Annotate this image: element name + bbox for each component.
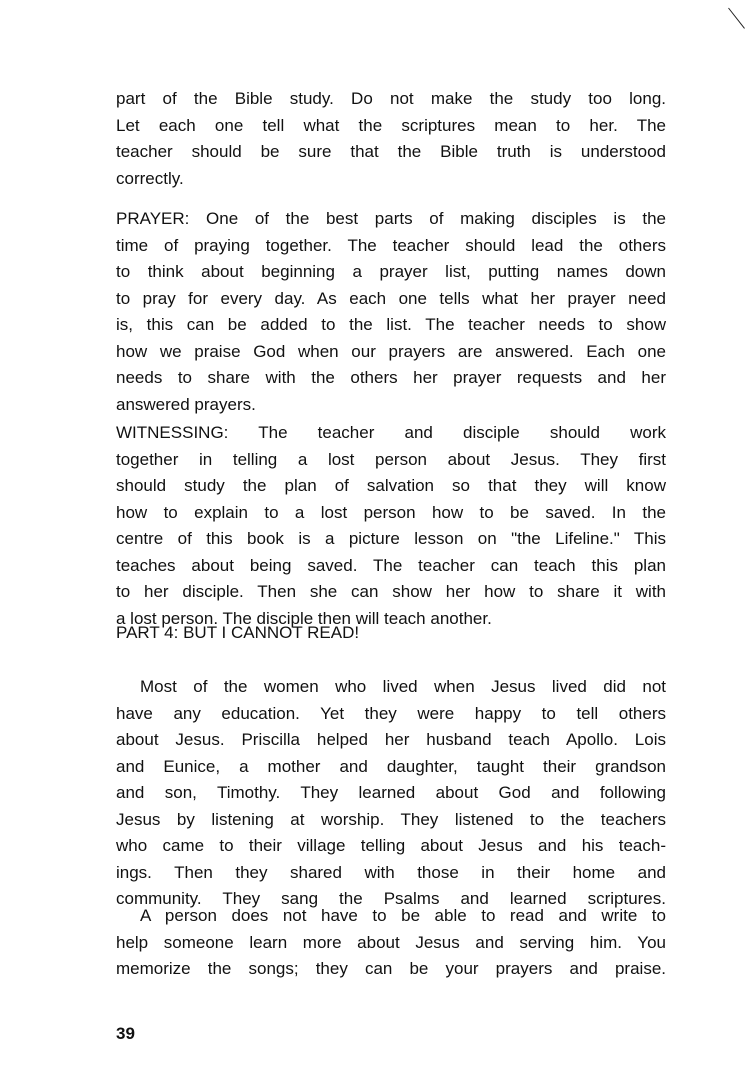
text-line: is, this can be added to the list. The teacher needs to show <box>116 315 666 334</box>
paragraph-witnessing <box>116 420 666 632</box>
text-line: needs to share with the others her prayer requests and her <box>116 368 666 387</box>
text-line: part of the Bible study. Do not make the study too long. <box>116 89 666 108</box>
paragraph-women <box>116 674 666 913</box>
text-line: WITNESSING: The teacher and disciple should work <box>116 423 666 442</box>
text-line: teaches about being saved. The teacher can teach this plan <box>116 555 666 575</box>
text-line: ings. Then they shared with those in their home and <box>116 862 666 882</box>
paragraph-prayer <box>116 206 666 418</box>
text-line: and son, Timothy. They learned about God and following <box>116 783 666 802</box>
text-line: together in telling a lost person about Jesus. They first <box>116 449 666 469</box>
paragraph-person <box>116 903 666 983</box>
text-line: community. They sang the Psalms and learned scriptures. <box>116 889 666 908</box>
text-line: teacher should be sure that the Bible truth is understood <box>116 142 666 161</box>
text-line: centre of this book is a picture lesson on "the Lifeline." This <box>116 529 666 548</box>
text-line: Most of the women who lived when Jesus lived did not <box>140 677 666 696</box>
text-line: who came to their village telling about Jesus and his teach- <box>116 836 666 855</box>
text-line: should study the plan of salvation so that they will know <box>116 476 666 495</box>
text-line: answered prayers. <box>116 394 256 414</box>
text-line: and Eunice, a mother and daughter, taught their grandson <box>116 756 666 776</box>
text-line: a lost person. The disciple then will teach another. <box>116 608 492 628</box>
text-line: help someone learn more about Jesus and serving him. You <box>116 932 666 952</box>
scan-mark <box>728 8 745 29</box>
text-line: how to explain to a lost person how to be saved. In the <box>116 502 666 522</box>
text-line: correctly. <box>116 168 184 188</box>
text-line: how we praise God when our prayers are answered. Each one <box>116 341 666 361</box>
text-line: Let each one tell what the scriptures mean to her. The <box>116 115 666 135</box>
section-heading: PART 4: BUT I CANNOT READ! <box>116 623 360 642</box>
paragraph-bible-study <box>116 86 666 192</box>
text-line: PRAYER: One of the best parts of making disciples is the <box>116 209 666 228</box>
text-line: to think about beginning a prayer list, putting names down <box>116 262 666 281</box>
text-line: memorize the songs; they can be your prayers and praise. <box>116 959 666 978</box>
text-line: to pray for every day. As each one tells what her prayer need <box>116 288 666 308</box>
text-line: about Jesus. Priscilla helped her husband teach Apollo. Lois <box>116 730 666 749</box>
text-line: have any education. Yet they were happy to tell others <box>116 703 666 723</box>
text-line: A person does not have to be able to read and write to <box>140 906 666 925</box>
text-line: Jesus by listening at worship. They listened to the teachers <box>116 809 666 829</box>
text-line: to her disciple. Then she can show her how to share it with <box>116 582 666 601</box>
page-number: 39 <box>116 1024 135 1043</box>
text-line: time of praying together. The teacher should lead the others <box>116 235 666 255</box>
